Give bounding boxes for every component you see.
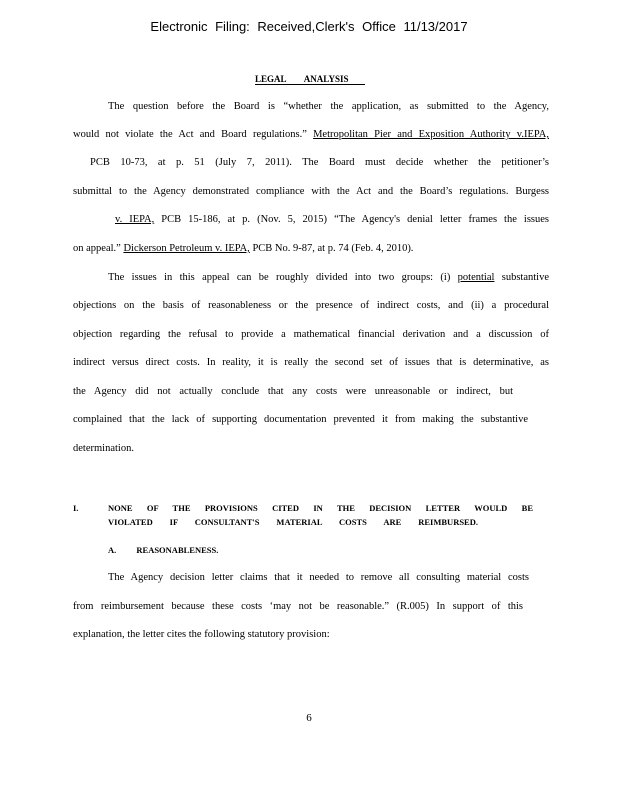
paragraph-2-line-6: complained that the lack of supporting documentation prevented it from making the substantive [73, 414, 528, 425]
paragraph-2-line-4: indirect versus direct costs. In reality, it is really the second set of issues that is determinative, as [73, 357, 549, 368]
text-span: The issues in this appeal can be roughly divided into two groups: (i) [108, 272, 458, 283]
page-number: 6 [306, 712, 312, 724]
paragraph-1-line-2 [73, 129, 549, 140]
case-citation: v. IEPA, [115, 214, 155, 225]
paragraph-2-line-7: determination. [73, 443, 134, 454]
text-span: substantive [494, 272, 549, 283]
paragraph-1-line-5 [73, 214, 549, 225]
underlined-word: potential [457, 272, 495, 283]
case-citation: Metropolitan Pier and Exposition Authority v.IEPA, [313, 129, 549, 140]
subsection-heading: A. REASONABLENESS. [108, 545, 219, 555]
text-span: PCB No. 9-87, at p. 74 (Feb. 4, 2010). [249, 243, 414, 254]
paragraph-1-line-1: The question before the Board is “whether the application, as submitted to the Agency, [108, 101, 549, 112]
text-span: would not violate the Act and Board regulations.” [73, 129, 314, 140]
paragraph-3-line-2: from reimbursement because these costs ‘may not be reasonable.” (R.005) In support of this [73, 601, 523, 612]
section-heading-line-1: NONE OF THE PROVISIONS CITED IN THE DECISION LETTER WOULD BE [108, 503, 533, 513]
filing-header: Electronic Filing: Received,Clerk's Office 11/13/2017 [150, 19, 468, 34]
paragraph-2-line-1 [108, 272, 549, 283]
paragraph-2-line-5: the Agency did not actually conclude that any costs were unreasonable or indirect, but [73, 386, 513, 397]
paragraph-3-line-3: explanation, the letter cites the following statutory provision: [73, 629, 330, 640]
paragraph-1-line-4: submittal to the Agency demonstrated compliance with the Act and the Board’s regulations. Burgess [73, 186, 549, 197]
section-title: LEGAL ANALYSIS [255, 74, 365, 85]
paragraph-3-line-1: The Agency decision letter claims that it needed to remove all consulting material costs [108, 572, 529, 583]
paragraph-1-line-3: PCB 10-73, at p. 51 (July 7, 2011). The Board must decide whether the petitioner’s [90, 157, 549, 168]
text-span: on appeal.” [73, 243, 124, 254]
case-citation: Dickerson Petroleum v. IEPA, [123, 243, 250, 254]
paragraph-2-line-3: objection regarding the refusal to provide a mathematical financial derivation and a discussion of [73, 329, 549, 340]
paragraph-2-line-2: objections on the basis of reasonableness or the presence of indirect costs, and (ii) a procedural [73, 300, 549, 311]
section-heading-line-2: VIOLATED IF CONSULTANT'S MATERIAL COSTS ARE REIMBURSED. [108, 517, 478, 527]
section-number: I. [73, 503, 79, 513]
text-span: PCB 15-186, at p. (Nov. 5, 2015) “The Agency's denial letter frames the issues [154, 214, 549, 225]
paragraph-1-line-6 [73, 243, 549, 254]
